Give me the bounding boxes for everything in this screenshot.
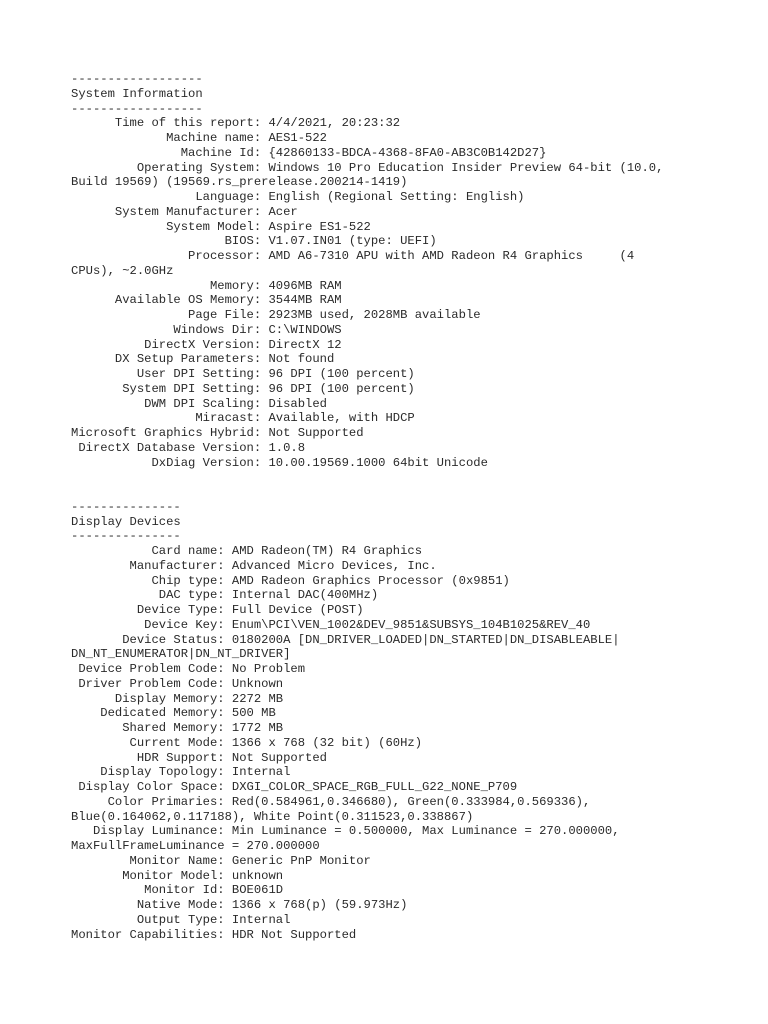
- report-line: Page File: 2923MB used, 2028MB available: [71, 308, 481, 322]
- report-line: Miracast: Available, with HDCP: [71, 411, 415, 426]
- report-line: Device Status: 0180200A [DN_DRIVER_LOADED|DN_STARTED|DN_DISABLEABLE|: [71, 632, 620, 647]
- report-line: ------------------: [71, 101, 203, 116]
- report-line: ------------------: [71, 72, 203, 86]
- report-line: Dedicated Memory: 500 MB: [71, 706, 276, 721]
- report-line: Device Key: Enum\PCI\VEN_1002&DEV_9851&SUBSYS_104B1025&REV_40: [71, 617, 591, 632]
- report-line: HDR Support: Not Supported: [71, 750, 327, 765]
- report-line: DirectX Version: DirectX 12: [71, 337, 342, 352]
- report-line: MaxFullFrameLuminance = 270.000000: [71, 839, 320, 853]
- report-line: Monitor Model: unknown: [71, 868, 284, 883]
- report-line: Time of this report: 4/4/2021, 20:23:32: [71, 116, 401, 131]
- report-line: BIOS: V1.07.IN01 (type: UEFI): [71, 234, 437, 249]
- report-line: Native Mode: 1366 x 768(p) (59.973Hz): [71, 898, 408, 912]
- report-line: DirectX Database Version: 1.0.8: [71, 440, 306, 455]
- report-line: ---------------: [71, 529, 181, 544]
- report-line: Available OS Memory: 3544MB RAM: [71, 293, 342, 308]
- report-line: DX Setup Parameters: Not found: [71, 352, 335, 367]
- report-line: Language: English (Regional Setting: English): [71, 190, 525, 204]
- report-line: [71, 485, 663, 500]
- report-line: Driver Problem Code: Unknown: [71, 676, 284, 691]
- report-line: Microsoft Graphics Hybrid: Not Supported: [71, 426, 364, 440]
- report-line: Card name: AMD Radeon(TM) R4 Graphics: [71, 544, 423, 558]
- report-line: Machine Id: {42860133-BDCA-4368-8FA0-AB3C0B142D27}: [71, 145, 547, 160]
- report-line: [71, 470, 663, 485]
- report-line: Operating System: Windows 10 Pro Education Insider Preview 64-bit (10.0,: [71, 160, 664, 175]
- report-line: Memory: 4096MB RAM: [71, 278, 342, 293]
- report-line: Manufacturer: Advanced Micro Devices, Inc.: [71, 558, 437, 573]
- report-line: Display Color Space: DXGI_COLOR_SPACE_RGB_FULL_G22_NONE_P709: [71, 780, 518, 794]
- report-line: Device Type: Full Device (POST): [71, 603, 364, 617]
- report-line: DAC type: Internal DAC(400MHz): [71, 588, 379, 603]
- report-line: DN_NT_ENUMERATOR|DN_NT_DRIVER]: [71, 647, 291, 662]
- report-line: Machine name: AES1-522: [71, 131, 327, 145]
- report-line: Shared Memory: 1772 MB: [71, 721, 284, 735]
- report-line: System Manufacturer: Acer: [71, 204, 298, 219]
- report-line: Color Primaries: Red(0.584961,0.346680), Green(0.333984,0.569336),: [71, 794, 591, 809]
- report-line: Display Memory: 2272 MB: [71, 691, 284, 706]
- report-line: Monitor Capabilities: HDR Not Supported: [71, 927, 357, 942]
- report-line: Output Type: Internal: [71, 912, 291, 927]
- report-line: System Model: Aspire ES1-522: [71, 219, 371, 234]
- report-line: ---------------: [71, 499, 181, 514]
- report-line: Windows Dir: C:\WINDOWS: [71, 322, 342, 337]
- report-line: System Information: [71, 86, 203, 101]
- report-line: Display Topology: Internal: [71, 765, 291, 780]
- report-line: Processor: AMD A6-7310 APU with AMD Radeon R4 Graphics (4: [71, 249, 635, 263]
- report-line: DWM DPI Scaling: Disabled: [71, 396, 327, 411]
- report-line: Display Devices: [71, 514, 181, 529]
- report-line: Build 19569) (19569.rs_prerelease.200214-1419): [71, 175, 408, 190]
- dxdiag-report-text: [71, 72, 663, 942]
- report-line: User DPI Setting: 96 DPI (100 percent): [71, 367, 415, 381]
- report-line: DxDiag Version: 10.00.19569.1000 64bit Unicode: [71, 455, 488, 470]
- report-line: Display Luminance: Min Luminance = 0.500000, Max Luminance = 270.000000,: [71, 824, 620, 839]
- report-line: Blue(0.164062,0.117188), White Point(0.311523,0.338867): [71, 809, 474, 824]
- report-line: Current Mode: 1366 x 768 (32 bit) (60Hz): [71, 735, 423, 750]
- report-line: Device Problem Code: No Problem: [71, 662, 306, 676]
- report-line: System DPI Setting: 96 DPI (100 percent): [71, 381, 415, 396]
- report-line: Monitor Name: Generic PnP Monitor: [71, 853, 371, 868]
- report-line: CPUs), ~2.0GHz: [71, 263, 174, 278]
- report-line: Chip type: AMD Radeon Graphics Processor (0x9851): [71, 573, 510, 588]
- report-line: Monitor Id: BOE061D: [71, 883, 284, 898]
